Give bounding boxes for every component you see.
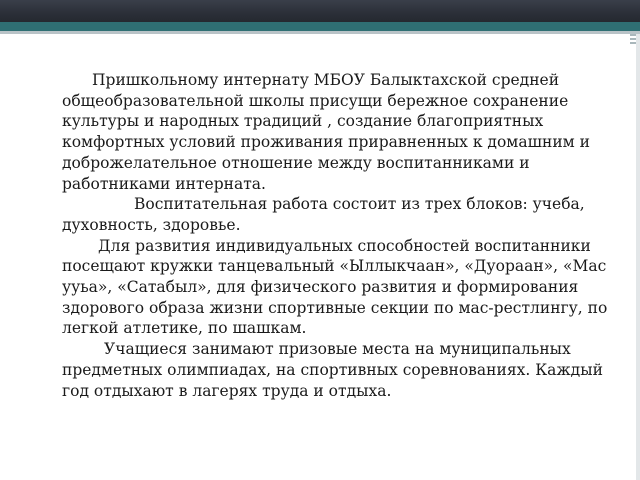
header-dark-band — [0, 0, 640, 22]
slide-text-body — [62, 70, 622, 401]
header-divider — [0, 31, 640, 34]
paragraph-achievements: Учащиеся занимают призовые места на муниципальных предметных олимпиадах, на спортивных соревнованиях. Каждый год отдыхают в лагерях труда и отдыха. — [62, 340, 603, 400]
paragraph-blocks: Воспитательная работа состоит из трех блоков: учеба, духовность, здоровье. — [62, 195, 585, 234]
header-accent-band — [0, 22, 640, 31]
right-edge-strip — [636, 34, 640, 480]
paragraph-intro: Пришкольному интернату МБОУ Балыктахской средней общеобразовательной школы присущи бережное сохранение культуры и народных традиций , создание благоприятных комфортных условий проживания приравненных к домашним и доброжелательное отношение между воспитанниками и работниками интерната. — [62, 71, 590, 193]
paragraph-clubs: Для развития индивидуальных способностей воспитанники посещают кружки танцевальный «Ыллыкчаан», «Дуораан», «Мас ууьа», «Сатабыл», для физического развития и формирования здорового образа жизни спортивные секции по мас-рестлингу, по легкой атлетике, по шашкам. — [62, 236, 608, 338]
